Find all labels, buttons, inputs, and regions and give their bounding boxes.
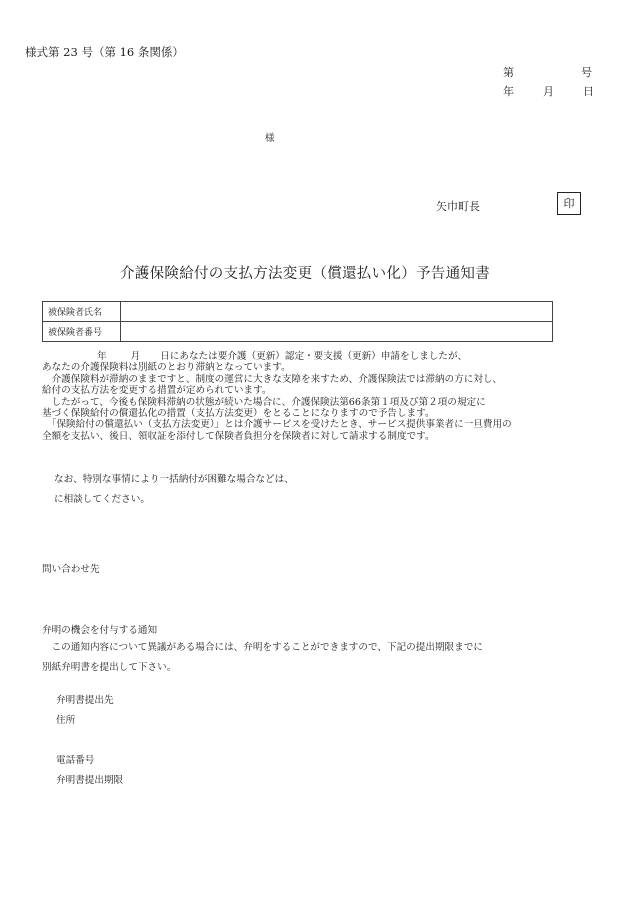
note-line-2: に相談してください。 xyxy=(54,494,150,505)
body-line: 「保険給付の償還払い（支払方法変更）」とは介護サービスを受けたとき、サービス提供事業者に一旦費用の xyxy=(42,419,512,431)
notice-body xyxy=(42,351,512,442)
phone-label: 電話番号 xyxy=(56,755,95,766)
date-day-label: 日 xyxy=(583,85,594,98)
insured-info-table xyxy=(42,301,553,342)
inquiry-label: 問い合わせ先 xyxy=(42,564,100,575)
issue-date xyxy=(503,83,594,99)
body-line-0-text: 日にあなたは要介護（更新）認定・要支援（更新）申請をしましたが、 xyxy=(160,351,468,362)
date-month-label: 月 xyxy=(543,85,554,98)
insured-number-label: 被保険者番号 xyxy=(43,322,121,342)
body-line: 基づく保険給付の償還払化の措置（支払方法変更）をとることになりますので予告します。 xyxy=(42,408,435,420)
body-line: 介護保険料が滞納のままですと、制度の運営に大きな支障を来すため、介護保険法では滞納の方に対し、 xyxy=(42,373,503,385)
issuer-name: 矢巾町長 xyxy=(436,200,480,213)
hearing-line-1: この通知内容について異議がある場合には、弁明をすることができますので、下記の提出期限までに xyxy=(42,642,483,653)
hearing-line-2: 別紙弁明書を提出して下さい。 xyxy=(42,662,177,673)
doc-number-prefix: 第 xyxy=(503,66,514,79)
body-year-label: 年 xyxy=(97,351,107,362)
insured-number-field[interactable] xyxy=(121,322,553,342)
document-number xyxy=(503,64,592,80)
body-line: 給付の支払方法を変更する措置が定められています。 xyxy=(42,385,272,397)
seal-box: 印 xyxy=(557,192,581,215)
body-line-0 xyxy=(42,351,512,362)
submission-destination-label: 弁明書提出先 xyxy=(56,695,114,706)
body-line: 全額を支払い、後日、領収証を添付して保険者負担分を保険者に対して請求する制度です。 xyxy=(42,430,435,442)
body-line: したがって、今後も保険料滞納の状態が続いた場合に、介護保険法第66条第１項及び第２項の規定に xyxy=(42,396,486,408)
doc-number-suffix: 号 xyxy=(581,66,592,79)
page-title: 介護保険給付の支払方法変更（償還払い化）予告通知書 xyxy=(120,266,490,282)
insured-name-label: 被保険者氏名 xyxy=(43,302,121,322)
body-month-label: 月 xyxy=(130,351,141,362)
date-year-label: 年 xyxy=(503,85,514,98)
table-row xyxy=(43,322,553,342)
hearing-heading: 弁明の機会を付与する通知 xyxy=(42,625,158,636)
insured-name-field[interactable] xyxy=(121,302,553,322)
addressee-suffix: 様 xyxy=(265,133,275,144)
form-number: 様式第 23 号（第 16 条関係） xyxy=(25,45,184,59)
body-line: あなたの介護保険料は別紙のとおり滞納となっています。 xyxy=(42,362,291,374)
submission-deadline-label: 弁明書提出期限 xyxy=(56,775,124,786)
note-line-1: なお、特別な事情により一括納付が困難な場合などは、 xyxy=(54,474,294,485)
table-row xyxy=(43,302,553,322)
address-label: 住所 xyxy=(56,715,76,726)
